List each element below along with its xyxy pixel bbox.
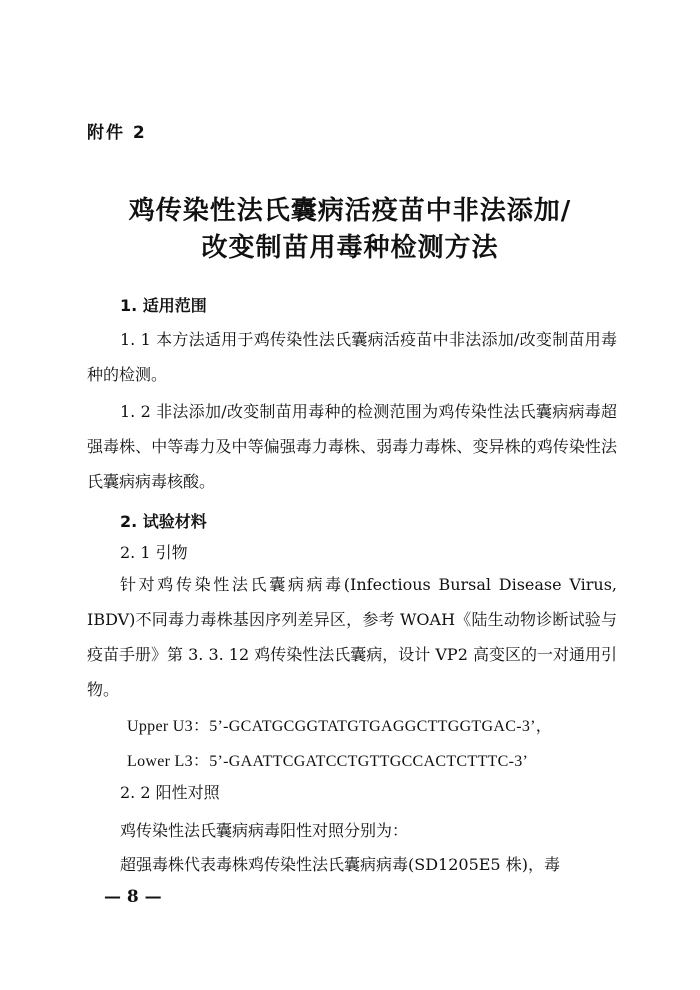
primer-upper: Upper U3：5’-GCATGCGGTATGTGAGGCTTGGTGAC-3’， xyxy=(127,718,553,735)
section-1-heading: 1. 适用范围 xyxy=(120,296,207,315)
document-title-line-2: 改变制苗用毒种检测方法 xyxy=(201,233,499,263)
section-2-2-intro: 鸡传染性法氏囊病病毒阳性对照分别为： xyxy=(120,821,409,840)
page-number: — 8 — xyxy=(104,887,162,907)
primer-lower: Lower L3：5’-GAATTCGATCCTGTTGCCACTCTTTC-3’ xyxy=(127,753,529,770)
section-2-1-paragraph: 针对鸡传染性法氏囊病病毒(Infectious Bursal Disease Virus, IBDV)不同毒力毒株基因序列差异区，参考 WOAH《陆生动物诊断试验与疫苗手册》第 3. 3. 12 鸡传染性法氏囊病，设计 VP2 高变区的一对通用引物。 xyxy=(87,575,617,699)
annex-label: 附件 2 xyxy=(87,123,147,143)
section-2-1-heading: 2. 1 引物 xyxy=(120,543,188,562)
section-1-2-paragraph: 1. 2 非法添加/改变制苗用毒种的检测范围为鸡传染性法氏囊病病毒超强毒株、中等毒力及中等偏强毒力毒株、弱毒力毒株、变异株的鸡传染性法氏囊病病毒核酸。 xyxy=(87,402,617,491)
document-title-line-1: 鸡传染性法氏囊病活疫苗中非法添加/ xyxy=(128,196,572,226)
section-2-2-body: 超强毒株代表毒株鸡传染性法氏囊病病毒(SD1205E5 株)，毒 xyxy=(120,855,560,874)
section-1-1-paragraph: 1. 1 本方法适用于鸡传染性法氏囊病活疫苗中非法添加/改变制苗用毒种的检测。 xyxy=(87,330,617,384)
section-2-heading: 2. 试验材料 xyxy=(120,512,207,531)
section-2-2-heading: 2. 2 阳性对照 xyxy=(120,783,220,802)
